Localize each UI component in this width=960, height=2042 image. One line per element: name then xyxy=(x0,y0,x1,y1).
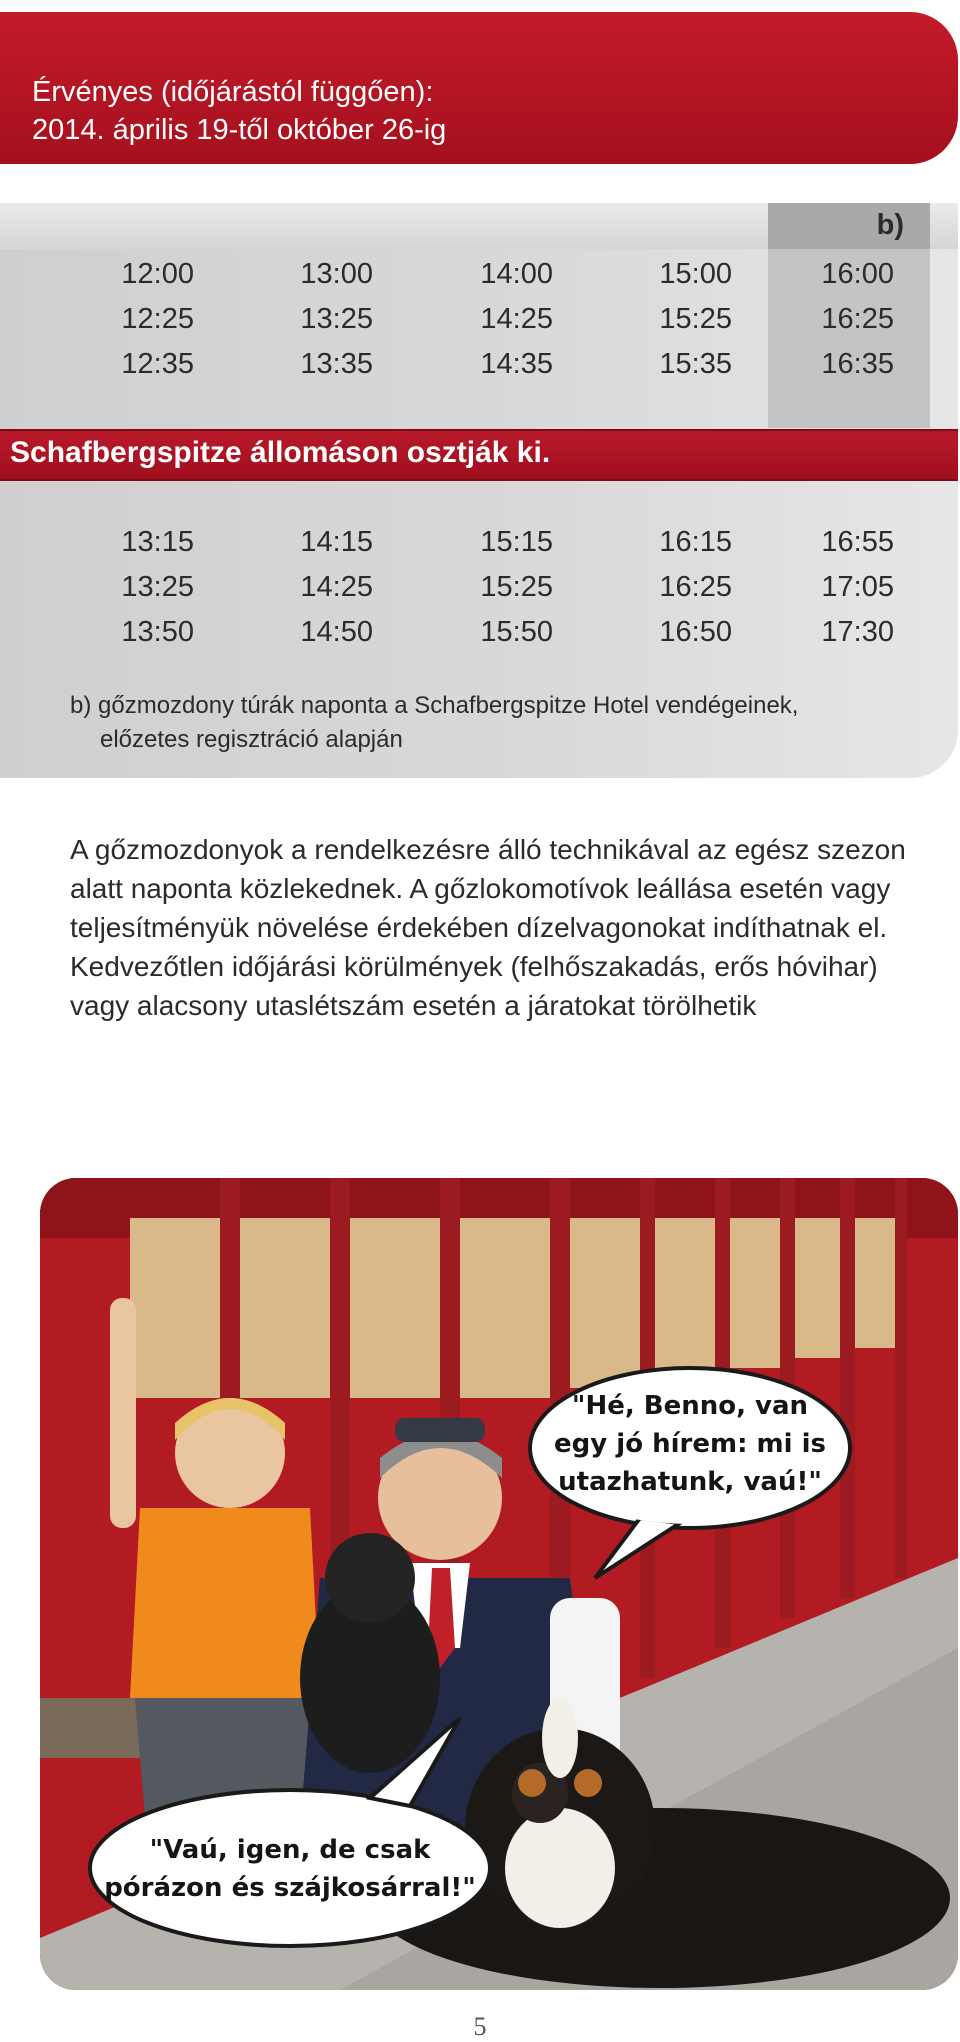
time-cell: 15:00 xyxy=(659,258,732,290)
time-cell: 13:25 xyxy=(300,303,373,335)
time-cell: 12:25 xyxy=(121,303,194,335)
time-cell: 14:50 xyxy=(300,616,373,648)
photo-illustration xyxy=(40,1178,958,1990)
paragraph-line: Kedvezőtlen időjárási körülmények (felhőszakadás, erős hóvihar) xyxy=(70,951,878,982)
time-cell: 14:35 xyxy=(480,348,553,380)
paragraph-line: alatt naponta közlekednek. A gőzlokomotívok leállása esetén vagy xyxy=(70,873,891,904)
validity-title: Érvényes (időjárástól függően): xyxy=(32,76,434,108)
validity-banner xyxy=(0,12,958,164)
time-cell: 17:05 xyxy=(821,571,894,603)
footnote-line-1: b) gőzmozdony túrák naponta a Schafbergspitze Hotel vendégeinek, xyxy=(70,692,799,719)
bubble-bottom-line: "Vaú, igen, de csak xyxy=(149,1835,431,1865)
time-cell: 16:15 xyxy=(659,526,732,558)
time-cell: 12:35 xyxy=(121,348,194,380)
bubble-top-line: utazhatunk, vaú!" xyxy=(558,1467,822,1497)
timetable-row xyxy=(0,610,958,654)
train-photo xyxy=(40,1178,958,1990)
timetable-row xyxy=(0,565,958,609)
footnote-line-2: előzetes regisztráció alapján xyxy=(100,726,403,753)
time-cell: 15:25 xyxy=(480,571,553,603)
time-cell: 16:25 xyxy=(659,571,732,603)
time-cell: 16:55 xyxy=(821,526,894,558)
time-cell: 13:50 xyxy=(121,616,194,648)
time-cell: 16:25 xyxy=(821,303,894,335)
page-number: 5 xyxy=(473,2012,487,2041)
time-cell: 13:35 xyxy=(300,348,373,380)
time-cell: 14:25 xyxy=(480,303,553,335)
time-cell: 16:50 xyxy=(659,616,732,648)
time-cell: 15:50 xyxy=(480,616,553,648)
time-cell: 15:25 xyxy=(659,303,732,335)
timetable-row xyxy=(0,342,958,386)
timetable-row xyxy=(0,252,958,296)
time-cell: 13:00 xyxy=(300,258,373,290)
paragraph-line: vagy alacsony utaslétszám esetén a járatokat törölhetik xyxy=(70,990,757,1021)
time-cell: 16:35 xyxy=(821,348,894,380)
paragraph-line: A gőzmozdonyok a rendelkezésre álló technikával az egész szezon xyxy=(70,834,906,865)
b-column-label: b) xyxy=(876,209,904,241)
bubble-bottom-line: pórázon és szájkosárral!" xyxy=(104,1873,476,1903)
notice-bar xyxy=(0,429,958,481)
bubble-top-line: egy jó hírem: mi is xyxy=(554,1429,826,1459)
info-paragraph xyxy=(70,830,940,1025)
timetable-panel xyxy=(0,203,958,778)
time-cell: 16:00 xyxy=(821,258,894,290)
notice-text: Schafbergspitze állomáson osztják ki. xyxy=(10,436,551,469)
timetable-row xyxy=(0,520,958,564)
timetable-row xyxy=(0,297,958,341)
time-cell: 14:00 xyxy=(480,258,553,290)
time-cell: 14:25 xyxy=(300,571,373,603)
time-cell: 15:15 xyxy=(480,526,553,558)
time-cell: 13:15 xyxy=(121,526,194,558)
b-column-header xyxy=(768,203,930,249)
time-cell: 12:00 xyxy=(121,258,194,290)
bubble-top-line: "Hé, Benno, van xyxy=(571,1391,809,1421)
time-cell: 13:25 xyxy=(121,571,194,603)
paragraph-line: teljesítményük növelése érdekében dízelvagonokat indíthatnak el. xyxy=(70,912,888,943)
time-cell: 14:15 xyxy=(300,526,373,558)
time-cell: 15:35 xyxy=(659,348,732,380)
validity-dates: 2014. április 19-től október 26-ig xyxy=(32,114,447,146)
time-cell: 17:30 xyxy=(821,616,894,648)
